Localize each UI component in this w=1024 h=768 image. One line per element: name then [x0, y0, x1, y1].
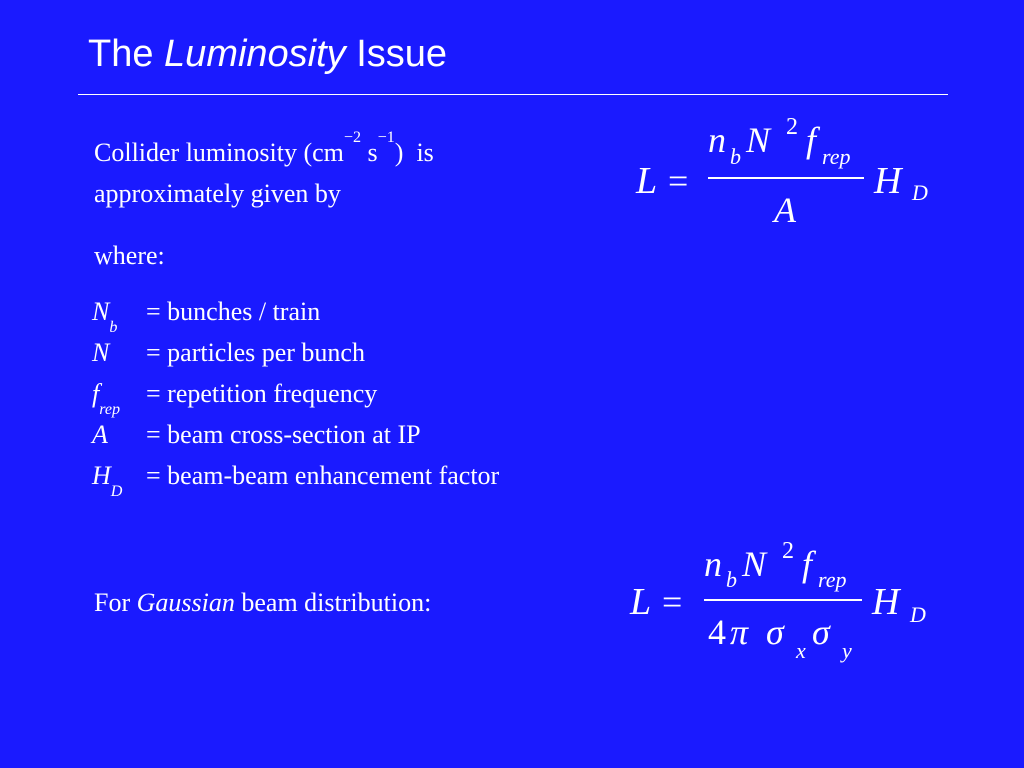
definition-text: = repetition frequency	[146, 379, 378, 408]
eq1-lhs: L	[636, 160, 658, 202]
eq1-num-N-sup: 2	[786, 114, 798, 140]
eq1-num-n-sub: b	[730, 144, 741, 169]
gaussian-prefix: For	[94, 588, 137, 617]
title-suffix: Issue	[345, 33, 448, 75]
definition-text: = bunches / train	[146, 297, 321, 326]
eq2-num-N: N	[742, 544, 767, 584]
eq2-num-n-sub: b	[726, 567, 737, 592]
eq2-den-sigma-x: σ	[766, 612, 784, 652]
cm-exponent: −2	[343, 129, 362, 147]
eq2-den-sigma-y: σ	[812, 612, 830, 652]
title-emphasis: Luminosity	[164, 33, 346, 75]
eq1-denominator: A	[774, 190, 796, 230]
intro-line-2: approximately given by	[94, 179, 341, 208]
definition-symbol: $H_D$	[92, 461, 123, 500]
eq2-den-coeff: 4	[708, 612, 726, 652]
eq1-num-N: N	[746, 120, 771, 160]
definition-text: = particles per bunch	[146, 338, 365, 367]
definition-text: = beam-beam enhancement factor	[146, 461, 500, 490]
s-unit: s	[361, 138, 378, 167]
eq2-num-f: f	[802, 544, 813, 584]
eq1-num-f: f	[806, 120, 817, 160]
eq2-num-n: n	[704, 544, 722, 584]
intro-prefix: Collider luminosity (cm	[94, 138, 344, 167]
eq2-num-f-sub: rep	[818, 567, 847, 592]
gaussian-suffix: beam distribution:	[234, 588, 432, 617]
definition-symbol: $N_b$	[92, 297, 118, 336]
intro-suffix: ) is	[394, 138, 434, 167]
definition-symbol: $f_{rep}$	[92, 379, 121, 418]
eq2-equals: =	[662, 582, 683, 622]
eq2-num-N-sup: 2	[782, 538, 794, 564]
eq1-factor: H	[874, 160, 902, 202]
definition-symbol: N	[92, 338, 110, 367]
eq1-num-n: n	[708, 120, 726, 160]
eq2-factor: H	[872, 581, 900, 623]
gaussian-luminosity-equation	[629, 538, 926, 663]
gaussian-emphasis: Gaussian	[136, 588, 235, 617]
eq2-den-y-sub: y	[842, 638, 852, 663]
eq1-factor-sub: D	[912, 180, 928, 205]
definition-symbol: A	[92, 420, 108, 449]
title-prefix: The	[88, 33, 165, 75]
definition-text: = beam cross-section at IP	[146, 420, 421, 449]
luminosity-equation	[635, 114, 928, 230]
eq1-num-f-sub: rep	[822, 144, 851, 169]
s-exponent: −1	[377, 129, 395, 147]
eq2-den-pi: π	[730, 612, 749, 652]
eq2-lhs: L	[630, 581, 652, 623]
eq1-equals: =	[668, 161, 689, 201]
eq2-den-x-sub: x	[796, 638, 806, 663]
where-label: where:	[94, 241, 165, 270]
eq2-factor-sub: D	[910, 602, 926, 627]
